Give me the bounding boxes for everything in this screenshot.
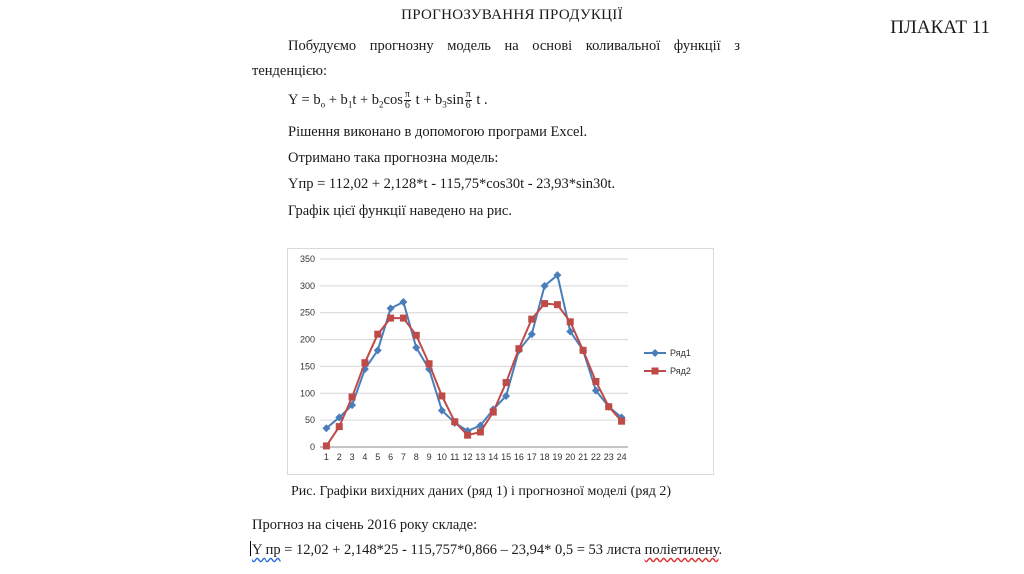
x-tick-label: 4 [362,452,368,462]
forecast-symbol: Y пр [252,542,281,558]
x-tick-label: 15 [501,452,512,462]
intro-paragraph: Побудуємо прогнозну модель на основі коливальної функції з тенденцією: [252,38,740,80]
x-tick-label: 19 [552,452,563,462]
x-tick-label: 24 [616,452,627,462]
y-tick-label: 50 [304,415,315,426]
y-tick-label: 300 [299,280,315,291]
legend-label: Ряд2 [670,366,691,376]
x-tick-label: 20 [565,452,576,462]
data-point [605,403,612,410]
x-tick-label: 22 [590,452,601,462]
document-title: ПРОГНОЗУВАННЯ ПРОДУКЦІЇ [401,7,623,23]
data-point [541,300,548,307]
x-tick-label: 18 [539,452,550,462]
data-point [361,359,368,366]
y-tick-label: 350 [299,254,315,264]
data-point [323,442,330,449]
data-point [400,315,407,322]
x-tick-label: 11 [450,452,460,462]
forecast-title: Прогноз на січень 2016 року складе: [252,517,478,533]
y-tick-label: 100 [299,388,315,399]
x-tick-label: 7 [400,452,406,462]
x-tick-label: 3 [349,452,355,462]
data-point [528,316,535,323]
legend-label: Ряд1 [670,348,691,358]
data-point [464,432,471,439]
data-point [477,428,484,435]
model-equation: Yпр = 112,02 + 2,128*t - 115,75*cos30t - 23,93*sin30t. [288,176,616,192]
data-point [336,423,343,430]
data-point [387,304,395,312]
data-point [554,301,561,308]
x-tick-label: 2 [336,452,342,462]
model-intro-text: Отримано така прогнозна модель: [288,150,499,166]
figure-caption: Рис. Графіки вихідних даних (ряд 1) і прогнозної моделі (ряд 2) [291,484,672,499]
data-point [592,378,599,385]
x-tick-label: 23 [603,452,614,462]
data-point [515,345,522,352]
legend-marker [651,349,659,357]
x-tick-label: 9 [426,452,432,462]
x-tick-label: 8 [413,452,419,462]
data-point [374,331,381,338]
series-line-1 [326,275,621,431]
chart-frame [287,248,714,475]
data-point [399,298,407,306]
data-point [438,392,445,399]
data-point [413,332,420,339]
x-tick-label: 16 [513,452,524,462]
x-tick-label: 21 [578,452,589,462]
forecast-equation: Y пр = 12,02 + 2,148*25 - 115,757*0,866 – 23,94* 0,5 = 53 листа поліетилену. [252,542,723,558]
series-line-2 [326,304,621,446]
x-tick-label: 13 [475,452,486,462]
data-point [567,318,574,325]
x-tick-label: 12 [462,452,473,462]
legend-marker [652,368,659,375]
x-tick-label: 1 [323,452,329,462]
x-tick-label: 6 [388,452,394,462]
data-point [580,347,587,354]
data-point [451,418,458,425]
y-tick-label: 200 [299,334,315,345]
graph-reference-text: Графік цієї функції наведено на рис. [288,203,512,219]
solution-text: Рішення виконано в допомогою програми Excel. [288,124,588,140]
data-point [490,409,497,416]
x-tick-label: 10 [436,452,447,462]
y-tick-label: 250 [299,307,315,318]
data-point [349,394,356,401]
x-tick-label: 17 [526,452,537,462]
line-chart [288,249,713,474]
model-formula: $Y = b_o + b_1t + b_2\cos$ $\frac{\pi}{6}$ $t + b_3\sin$ $\frac{\pi}{6}$ t . [288,89,488,111]
data-point [426,360,433,367]
x-tick-label: 14 [488,452,499,462]
data-point [618,418,625,425]
y-tick-label: 0 [309,442,315,452]
y-tick-label: 150 [299,361,315,372]
text-cursor [250,541,251,556]
data-point [387,315,394,322]
data-point [503,379,510,386]
spellcheck-word: поліетилену [644,542,719,558]
poster-label: ПЛАКАТ 11 [890,17,990,38]
x-tick-label: 5 [375,452,381,462]
